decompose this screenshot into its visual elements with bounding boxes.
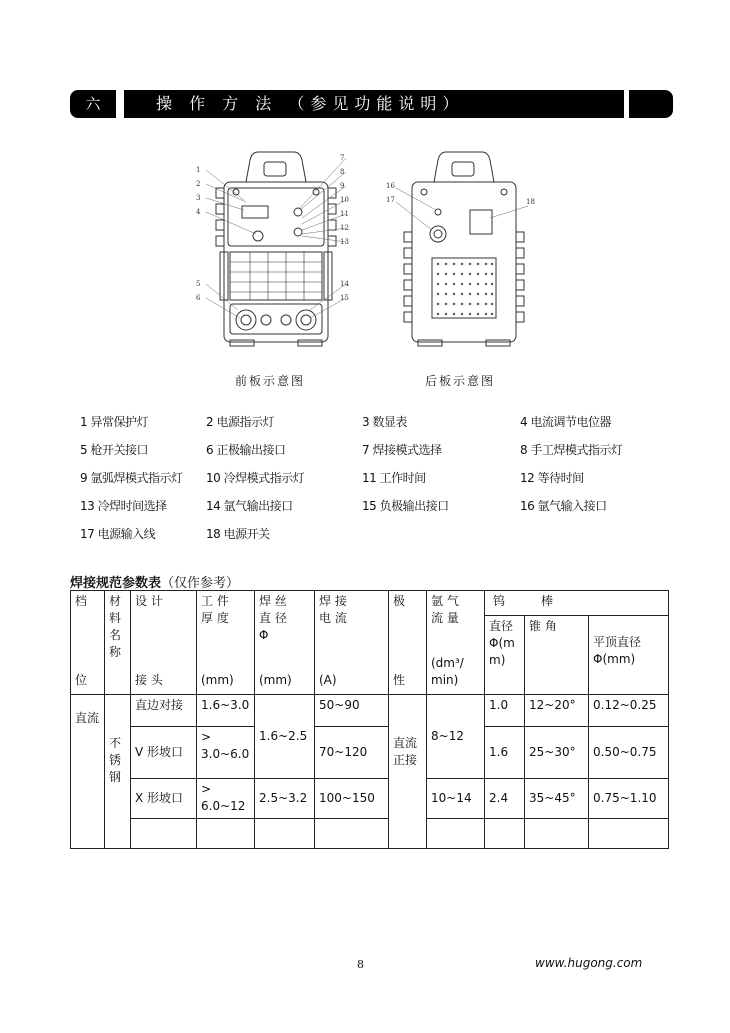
callout-12: 12 bbox=[340, 224, 349, 232]
table-cell: 12~20° bbox=[525, 695, 589, 727]
footer-url: www.hugong.com bbox=[535, 956, 643, 970]
table-cell: 10~14 bbox=[427, 779, 485, 819]
table-cell: X 形坡口 bbox=[131, 779, 197, 819]
header-bar-end bbox=[629, 90, 673, 118]
callout-17: 17 bbox=[386, 196, 395, 204]
table-row bbox=[71, 779, 669, 819]
header-cell: 材料名称 bbox=[105, 591, 131, 695]
callout-13: 13 bbox=[340, 238, 349, 246]
back-panel-diagram bbox=[382, 148, 542, 348]
table-cell: V 形坡口 bbox=[131, 727, 197, 779]
table-cell: 100~150 bbox=[315, 779, 389, 819]
callout-7: 7 bbox=[340, 154, 345, 162]
table-cell: > 6.0~12 bbox=[197, 779, 255, 819]
legend-item: 14 氩气输出接口 bbox=[206, 499, 293, 513]
callout-8: 8 bbox=[340, 168, 345, 176]
legend-item: 8 手工焊模式指示灯 bbox=[520, 443, 623, 457]
empty-cell bbox=[197, 819, 255, 849]
empty-cell bbox=[525, 819, 589, 849]
empty-cell bbox=[255, 819, 315, 849]
callout-2: 2 bbox=[196, 180, 201, 188]
legend-item: 12 等待时间 bbox=[520, 471, 584, 485]
table-cell: 2.5~3.2 bbox=[255, 779, 315, 819]
dc-cell: 直流 bbox=[71, 695, 105, 849]
table-cell: 1.0 bbox=[485, 695, 525, 727]
table-row bbox=[71, 727, 669, 779]
material-cell: 不锈钢 bbox=[105, 695, 131, 849]
header-cell: 档 位 bbox=[71, 591, 105, 695]
header-cell: 焊 接 电 流 (A) bbox=[315, 591, 389, 695]
legend-item: 1 异常保护灯 bbox=[80, 415, 148, 429]
callout-18: 18 bbox=[526, 198, 535, 206]
table-title: 焊接规范参数表（仅作参考） bbox=[70, 576, 240, 591]
table-cell: 25~30° bbox=[525, 727, 589, 779]
table-cell: > 3.0~6.0 bbox=[197, 727, 255, 779]
header-cell: 直径Φ(mm) bbox=[485, 616, 525, 695]
empty-cell bbox=[131, 819, 197, 849]
callout-5: 5 bbox=[196, 280, 201, 288]
table-cell: 0.50~0.75 bbox=[589, 727, 669, 779]
table-cell: 1.6~3.0 bbox=[197, 695, 255, 727]
front-panel-diagram bbox=[190, 148, 360, 348]
front-panel-caption: 前板示意图 bbox=[235, 374, 306, 388]
legend-item: 6 正极输出接口 bbox=[206, 443, 286, 457]
table-cell: 8~12 bbox=[427, 695, 485, 779]
legend-item: 9 氩弧焊模式指示灯 bbox=[80, 471, 183, 485]
empty-cell bbox=[485, 819, 525, 849]
callout-6: 6 bbox=[196, 294, 201, 302]
legend-item: 4 电流调节电位器 bbox=[520, 415, 611, 429]
callout-16: 16 bbox=[386, 182, 395, 190]
table-cell: 1.6 bbox=[485, 727, 525, 779]
section-number: 六 bbox=[70, 90, 116, 118]
empty-cell bbox=[427, 819, 485, 849]
callout-15: 15 bbox=[340, 294, 349, 302]
table-cell: 35~45° bbox=[525, 779, 589, 819]
callout-9: 9 bbox=[340, 182, 345, 190]
callout-1: 1 bbox=[196, 166, 201, 174]
legend-item: 3 数显表 bbox=[362, 415, 407, 429]
legend-item: 2 电源指示灯 bbox=[206, 415, 274, 429]
header-cell: 氩 气 流 量 (dm³/ min) bbox=[427, 591, 485, 695]
callout-10: 10 bbox=[340, 196, 349, 204]
legend-item: 15 负极输出接口 bbox=[362, 499, 449, 513]
header-cell: 平顶直径Φ(mm) bbox=[589, 616, 669, 695]
legend-item: 18 电源开关 bbox=[206, 527, 270, 541]
empty-cell bbox=[315, 819, 389, 849]
legend-item: 5 枪开关接口 bbox=[80, 443, 148, 457]
table-cell: 0.12~0.25 bbox=[589, 695, 669, 727]
header-cell: 设 计 接 头 bbox=[131, 591, 197, 695]
table-cell: 50~90 bbox=[315, 695, 389, 727]
header-cell: 焊 丝 直 径 Φ (mm) bbox=[255, 591, 315, 695]
callout-4: 4 bbox=[196, 208, 201, 216]
empty-cell bbox=[589, 819, 669, 849]
table-row bbox=[71, 695, 669, 727]
callout-11: 11 bbox=[340, 210, 349, 218]
header-cell: 钨 棒 bbox=[485, 591, 669, 616]
section-title: 操 作 方 法 （参见功能说明） bbox=[124, 90, 624, 118]
callout-14: 14 bbox=[340, 280, 349, 288]
legend-item: 10 冷焊模式指示灯 bbox=[206, 471, 305, 485]
table-cell: 2.4 bbox=[485, 779, 525, 819]
legend-item: 11 工作时间 bbox=[362, 471, 426, 485]
header-cell: 锥 角 bbox=[525, 616, 589, 695]
welding-spec-table bbox=[70, 590, 669, 849]
table-cell: 1.6~2.5 bbox=[255, 695, 315, 779]
legend-item: 17 电源输入线 bbox=[80, 527, 156, 541]
table-cell: 70~120 bbox=[315, 727, 389, 779]
legend-item: 16 氩气输入接口 bbox=[520, 499, 607, 513]
callout-3: 3 bbox=[196, 194, 201, 202]
polarity-cell: 直流正接 bbox=[389, 695, 427, 849]
legend-item: 7 焊接模式选择 bbox=[362, 443, 442, 457]
back-panel-caption: 后板示意图 bbox=[425, 374, 496, 388]
header-cell: 工 件 厚 度 (mm) bbox=[197, 591, 255, 695]
table-row bbox=[71, 819, 669, 849]
legend-item: 13 冷焊时间选择 bbox=[80, 499, 167, 513]
header-cell: 极 性 bbox=[389, 591, 427, 695]
table-cell: 直边对接 bbox=[131, 695, 197, 727]
page-number: 8 bbox=[357, 958, 364, 971]
table-cell: 0.75~1.10 bbox=[589, 779, 669, 819]
